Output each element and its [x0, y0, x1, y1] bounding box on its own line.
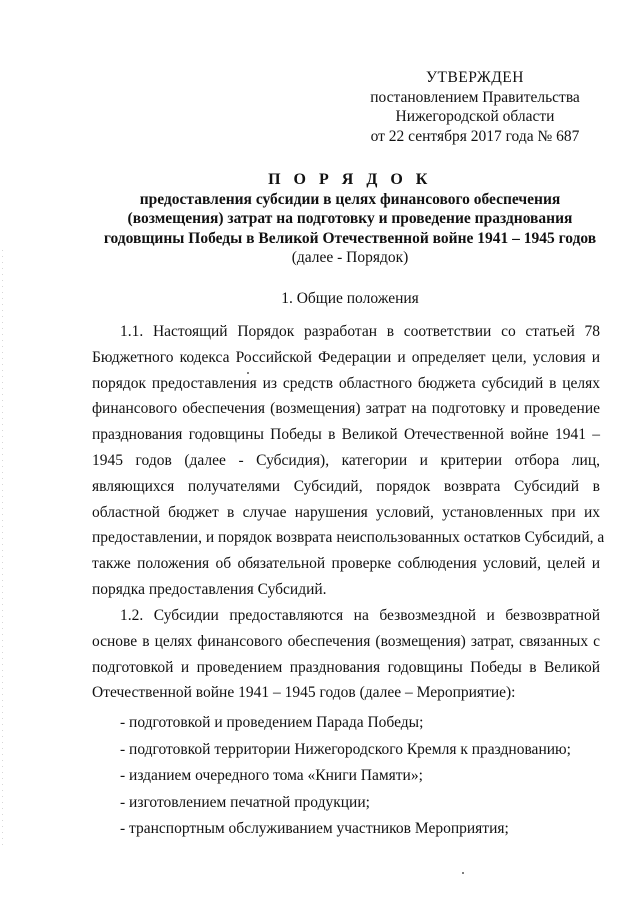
paragraph-line: 1.1. Настоящий Порядок разработан в соответствии со статьей 78: [120, 323, 600, 340]
list-item: - подготовкой территории Нижегородского Кремля к празднованию;: [120, 740, 571, 758]
list-item: - транспортным обслуживанием участников Мероприятия;: [120, 820, 509, 837]
event-list: [120, 710, 600, 843]
list-item: - изданием очередного тома «Книги Памяти»;: [120, 767, 423, 784]
scan-speck: [462, 872, 464, 874]
paragraph-line: предоставлении, и порядок возврата неиспользованных остатков Субсидий, а: [92, 529, 605, 547]
paragraph-line: Бюджетного кодекса Российской Федерации и определяет цели, условия и: [92, 348, 600, 366]
approval-line-1: постановлением Правительства: [370, 88, 580, 106]
title-line-2: (возмещения) затрат на подготовку и проведение празднования: [127, 210, 573, 227]
approval-stamp: [360, 68, 590, 146]
title-note: (далее - Порядок): [291, 249, 409, 266]
title-line-1: предоставления субсидии в целях финансового обеспечения: [139, 190, 561, 208]
list-item: - изготовлением печатной продукции;: [120, 793, 370, 811]
paragraph-line: подготовкой и проведением празднования годовщины Победы в Великой: [92, 658, 600, 676]
paragraph-line: Отечественной войне 1941 – 1945 годов (далее – Мероприятие):: [92, 684, 516, 702]
paragraph-1-1: [92, 319, 605, 603]
paragraph-line: празднования годовщины Победы в Великой Отечественной войне 1941 –: [92, 426, 600, 444]
approval-line-2: Нижегородской области: [395, 108, 555, 125]
paragraph-line: порядка предоставления Субсидий.: [92, 580, 327, 598]
approval-title: УТВЕРЖДЕН: [426, 69, 524, 86]
document-title-block: [60, 170, 640, 268]
section-heading: 1. Общие положения: [281, 290, 419, 307]
approval-line-3: от 22 сентября 2017 года № 687: [370, 127, 580, 145]
paragraph-line: также положения об обязательной проверке соблюдения условий, целей и: [92, 555, 600, 573]
paragraph-line: финансового обеспечения (возмещения) затрат на подготовку и проведение: [92, 400, 600, 418]
paragraph-line: областной бюджет в случае нарушения условий, установленных при их: [92, 503, 600, 521]
paragraph-line: порядок предоставления из средств областного бюджета субсидий в целях: [92, 374, 600, 392]
title-line-3: годовщины Победы в Великой Отечественной войне 1941 – 1945 годов: [103, 229, 597, 247]
list-item: - подготовкой и проведением Парада Победы;: [120, 714, 424, 731]
scan-speck: [247, 372, 249, 374]
paragraph-line: основе в целях финансового обеспечения (возмещения) затрат, связанных с: [92, 632, 600, 650]
paragraph-line: 1.2. Субсидии предоставляются на безвозмездной и безвозвратной: [120, 607, 600, 624]
scan-edge-artifact: [2, 250, 3, 850]
document-title: П О Р Я Д О К: [268, 171, 432, 188]
paragraph-1-2: [92, 603, 600, 706]
paragraph-line: 1945 годов (далее - Субсидия), категории и критерии отбора лиц,: [92, 451, 600, 469]
paragraph-line: являющихся получателями Субсидий, порядок возврата Субсидий в: [92, 477, 600, 495]
